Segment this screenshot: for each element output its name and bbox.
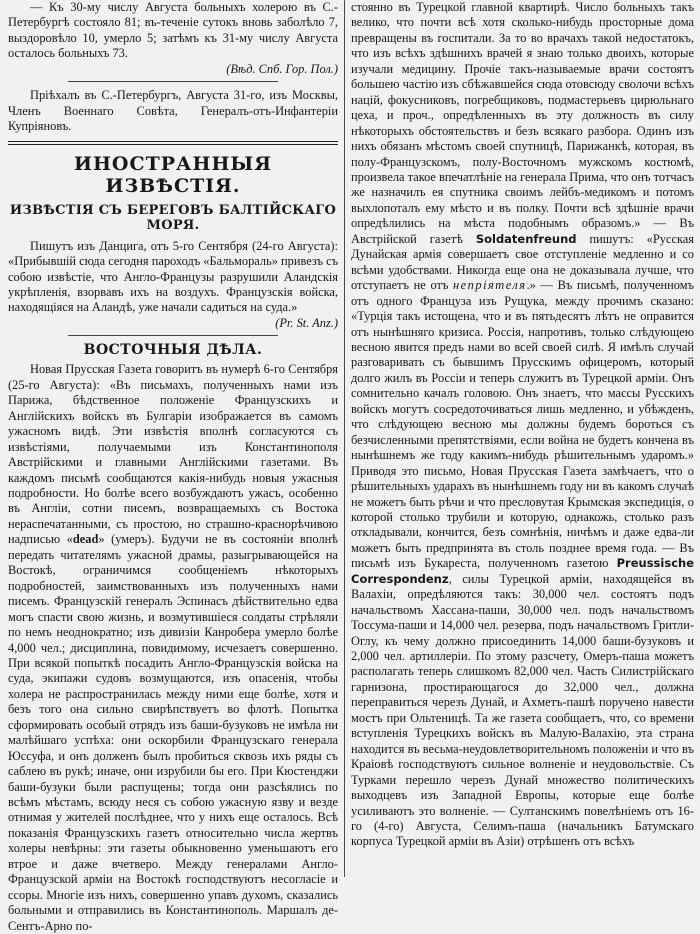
cholera-report-source: (Вѣд. Спб. Гор. Пол.) bbox=[226, 61, 338, 76]
arrival-notice: Пріѣхалъ въ С.-Петербургъ, Августа 31-го, изъ Москвы, Членъ Военнаго Совѣта, Генералъ-отъ-Инфантеріи Купріяновъ. bbox=[8, 88, 338, 134]
cholera-report: — Къ 30-му числу Августа больныхъ холерою въ С.-Петербургѣ состояло 81; въ-теченіе сутокъ вновь заболѣло 7, выздоровѣло 10, умерло 5; затѣмъ къ 31-му числу Августа осталось больныхъ 73. (Вѣд. Спб. Гор. Пол.) bbox=[8, 0, 338, 76]
right-column bbox=[351, 0, 694, 850]
soldatenfreund-name: Soldatenfreund bbox=[475, 231, 577, 246]
eastern-affairs-article: Новая Прусская Газета говоритъ въ нумерѣ 6-го Сентября (25-го Августа): «Въ письмахъ, полученныхъ нами изъ Парижа, бѣдственное положеніе Французскихъ и Англійскихъ войскъ въ Булгаріи изображается въ самомъ ужасномъ видѣ. Эти извѣстія вполнѣ согласуются съ извѣстіями, получаемыми изъ Константинополя Австрійскими и главными Англійскими газетами. Въ каждомъ письмѣ сообщаются какія-нибудь новыя ужасныя подробности. Но болѣе всего возбуждаютъ ужасъ, особенно въ Англіи, сотни писемъ, возвращаемыхъ съ Востока нераспечатанными, съ простою, но страшно-краснорѣчивою надписью «dead» (умеръ). Будучи не въ состояніи вполнѣ передать читателямъ ужасной драмы, разыгрывающейся на Востокѣ, ограничимся сообщеніемъ нѣкоторыхъ подробностей, заимствованныхъ изъ полученныхъ нами писемъ. Французскій генералъ Эспинасъ дѣйствительно едва могъ спасти свою жизнь, и возмутившіеся солдаты стрѣляли по немъ неоднократно; изъ дивизіи Канробера умерло болѣе 4,000 чел.; дисциплина, повидимому, исчезаетъ совершенно. При всякой попыткѣ посадить Англо-Французскія войска на суда, экипажи судовъ возмущаются, изъ опасенія, чтобы холера не распространилась между ними еще болѣе, хотя и безъ того она сильно свирѣпствуетъ во флотѣ. Попытка сформировать особый отрядъ изъ баши-бузуковъ не имѣла ни малѣйшаго успѣха: они оскорбили Французскаго генерала Юссуфа, и онъ долженъ былъ пробиться сквозь ихъ ряды съ саблею въ рукѣ; иначе, они изрубили бы его. При Кюстенджи баши-бузуки были распущены; тогда они разсѣялись по всѣмъ мѣстамъ, всюду неся съ собою ужасную язву и везде отнимая у жителей послѣднее, что у нихъ еще осталось. Всѣ показанія Французскихъ газетъ относительно числа жертвъ холеры невѣрны: эти газеты обыкновенно уменьшаютъ его втрое и даже вчетверо. Между генералами Англо-Французской арміи на Востокѣ господствуютъ несогласіе и ссоры. Многіе изъ нихъ, совершенно упавъ духомъ, сказались больными и отправились въ Константинополь. Маршалъ де-Сентъ-Арно по- bbox=[8, 362, 338, 933]
baltic-report-source: (Pr. St. Anz.) bbox=[275, 315, 338, 330]
subsection-title-eastern-affairs: ВОСТОЧНЫЯ ДѢЛА. bbox=[83, 342, 263, 359]
eastern-affairs-article-continued: стоянно въ Турецкой главной квартирѣ. Число больныхъ такъ велико, что почти всѣ хотя сколько-нибудь просторные дома превращены въ госпитали. За то во врачахъ такой недостатокъ, что изъ всѣхъ здѣшнихъ врачей я знаю только двоихъ, которые изучали медицину. Прочіе такъ-называемые врачи состоятъ большею частію изъ сбѣжавшейся сюда отовсюду сволочи всѣхъ націй, фокусниковъ, погребщиковъ, подмастерьевъ цирюльнаго цеха, и проч., опредѣленныхъ въ эту должность въ силу нѣкоторыхъ обстоятельствъ и безъ всякаго разбора. Одинъ изъ нихъ обязанъ мѣстомъ своей спутницѣ, Парижанкѣ, которая, въ полу-Французскомъ, полу-Восточномъ мужскомъ костюмѣ, произвела такое впечатлѣніе на генерала Прима, что онъ тотчасъ же назначилъ ея спутника своимъ лейбъ-медикомъ и потомъ выхлопоталъ ему мѣсто и въ полку. Почти всѣ здѣшніе врачи опредѣлились на мѣста подобнымъ образомъ.» — Въ Австрійской газетѣ Soldatenfreund пишутъ: «Русская Дунайская армія совершаетъ свое отступленіе медленно и со всѣми удобствами. Никогда еще она не доказывала лучше, что отступаетъ не отъ непріятеля.» — Въ письмѣ, полученномъ отъ одного Француза изъ Рущука, между прочимъ сказано: «Турція такъ истощена, что и въ пятьдесятъ лѣтъ не оправится отъ нынѣшняго кризиса. Россія, напротивъ, только слѣдующею весною явится предъ нами во всей своей силѣ. Я имѣлъ случай разговаривать съ бывшимъ Прусскимъ офицеромъ, который долго жилъ въ Россіи и теперь служитъ въ Турецкой арміи. Онъ сомнительно качалъ головою. Онъ знаетъ, что массы Русскихъ войскъ могутъ сосредоточиваться лишь медленно, и убѣжденъ, что слѣдующею весною мы должны будемъ бороться съ безчисленными препятствіями, если война не будетъ кончена въ нынѣшнемъ же году какимъ-нибудь рѣшительнымъ ударомъ.» Приводя это письмо, Новая Прусская Газета замѣчаетъ, что о рѣшительныхъ ударахъ въ нынѣшнемъ году ни въ какомъ случаѣ не можетъ быть рѣчи и что пресловутая Крымская экспедиція, о которой столько трубили и которую, однакожь, столько разъ откладывали, кончится, безъ сомнѣнія, ничѣмъ и даже едва-ли можетъ быть предпринята въ столь позднее время года. — Въ письмѣ изъ Букареста, полученномъ газетою Preussische Correspondenz, силы Турецкой арміи, находящейся въ Валахіи, опредѣляются такъ: 30,000 чел. состоятъ подъ начальствомъ Хассана-паши, 30,000 чел. подъ начальствомъ Тоссума-паши и 14,000 чел. резерва, подъ начальствомъ Гритли-Оглу, къ чему должно присоединить 14,000 баши-бузуковъ и 2,000 чел. артиллеріи. По этому разсчету, Омеръ-паша можетъ располагать теперь слишкомъ 82,000 чел. Часть Силистрійскаго гарнизона, простирающагося до 32,000 чел., должна переправиться черезъ Дунай, и Ахметъ-пашѣ поручено навести мостъ при Ольтеницѣ. Та же газета сообщаетъ, что, со времени вступленія Турецкихъ войскъ въ Малую-Валахію, эта страна находится въ весьма-неудовлетворительномъ положеніи и что въ Краіовѣ господствуютъ сильное волненіе и неудовольствіе. Съ Турками перешло черезъ Дунай множество политическихъ выходцевъ изъ Западной Европы, которые еще болѣе усиливаютъ это волненіе. — Султанскимъ повелѣніемъ отъ 16-го (4-го) Августа, Селимъ-паша (начальникъ Батумскаго корпуса Турецкой арміи въ Азіи) отрѣшенъ отъ всѣхъ bbox=[351, 0, 694, 849]
left-column bbox=[8, 0, 338, 934]
column-rule bbox=[344, 0, 345, 877]
baltic-report: Пишутъ изъ Данцига, отъ 5-го Сентября (24-го Августа): «Прибывшій сюда сегодня пароходъ «Бальмораль» привезъ съ собою извѣстіе, что Англо-Французы разрушили Аландскія укрѣпленія, взорвавъ ихъ на воздухъ. Французскія войска, находящіяся на Аландѣ, уже начали садиться на суда.» (Pr. St. Anz.) bbox=[8, 238, 338, 330]
double-divider bbox=[8, 141, 338, 145]
divider bbox=[68, 335, 278, 336]
section-title-foreign-news: ИНОСТРАННЫЯ ИЗВѢСТІЯ. bbox=[74, 152, 272, 197]
subsection-title-baltic: ИЗВѢСТІЯ СЪ БЕРЕГОВЪ БАЛТІЙСКАГО МОРЯ. bbox=[9, 202, 337, 233]
nepriyatelya-word: непріятеля bbox=[453, 278, 527, 293]
dead-word: dead bbox=[72, 532, 99, 547]
preussische-correspondenz-name: Preussische Correspondenz bbox=[351, 556, 694, 586]
divider bbox=[68, 81, 278, 82]
